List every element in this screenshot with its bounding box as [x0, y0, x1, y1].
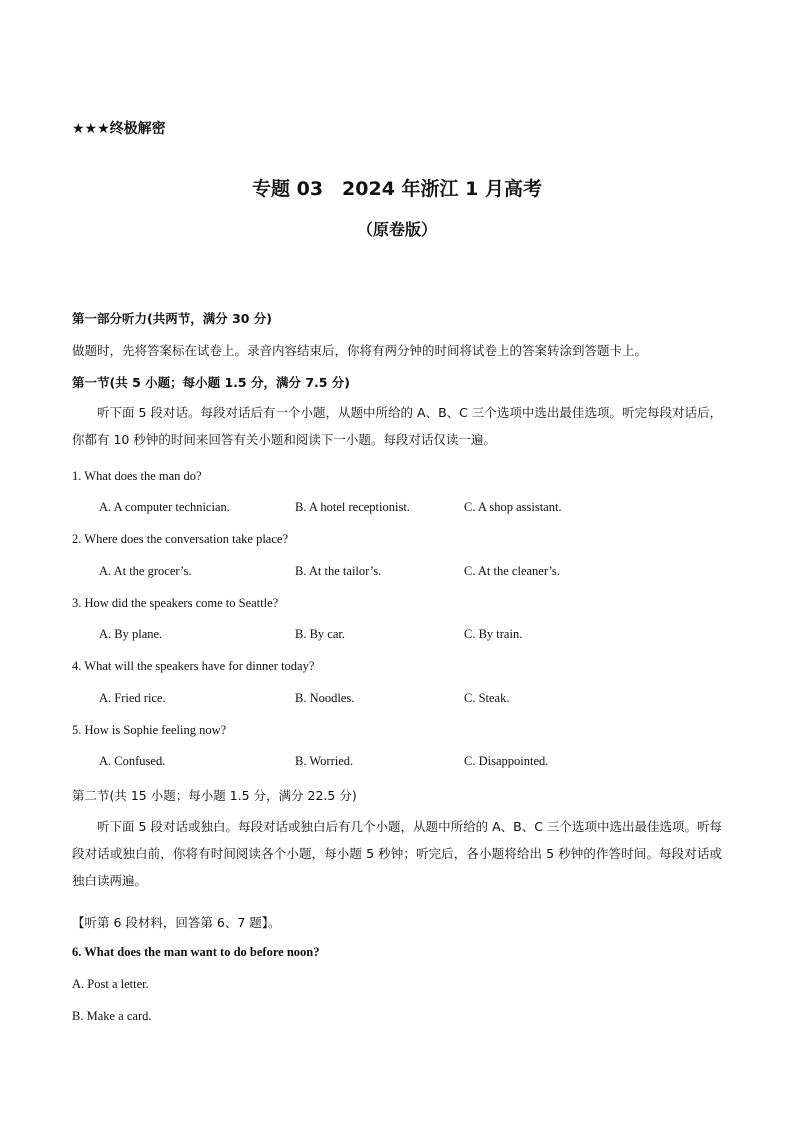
question-1-option-b: B. A hotel receptionist. [295, 500, 410, 514]
question-4-option-a: A. Fried rice. [99, 691, 166, 705]
question-6-option-a: A. Post a letter. [72, 977, 149, 991]
question-5: 5. How is Sophie feeling now? [72, 723, 227, 737]
top-secret-stamp: ★★★终极解密 [72, 121, 166, 137]
section2-directions: 听下面 5 段对话或独白。每段对话或独白后有几个小题，从题中所给的 A、B、C 三个选项中选出最佳选项。听每段对话或独白前，你将有时间阅读各个小题，每小题 5 秒钟；听完后，各小题将给出 5 秒钟的作答时间。每段对话或独白读两遍。 [72, 819, 722, 888]
question-6: 6. What does the man want to do before noon? [72, 945, 320, 959]
question-4-option-c: C. Steak. [464, 691, 510, 705]
question-4-option-b: B. Noodles. [295, 691, 355, 705]
section1-directions: 听下面 5 段对话。每段对话后有一个小题，从题中所给的 A、B、C 三个选项中选出最佳选项。听完每段对话后，你都有 10 秒钟的时间来回答有关小题和阅读下一小题。每段对话仅读一遍。 [72, 405, 722, 447]
question-4: 4. What will the speakers have for dinner today? [72, 659, 315, 673]
question-5-option-a: A. Confused. [99, 754, 166, 768]
question-2: 2. Where does the conversation take place? [72, 532, 288, 546]
section1-heading: 第一节(共 5 小题；每小题 1.5 分，满分 7.5 分) [72, 375, 351, 390]
question-3-option-c: C. By train. [464, 627, 523, 641]
question-1: 1. What does the man do? [72, 469, 202, 483]
question-3-option-b: B. By car. [295, 627, 345, 641]
question-5-option-b: B. Worried. [295, 754, 354, 768]
question-2-option-c: C. At the cleaner’s. [464, 564, 560, 578]
section2-heading: 第二节(共 15 小题；每小题 1.5 分，满分 22.5 分) [72, 788, 357, 803]
question-1-option-c: C. A shop assistant. [464, 500, 562, 514]
question-2-option-b: B. At the tailor’s. [295, 564, 382, 578]
question-6-option-b: B. Make a card. [72, 1009, 152, 1023]
question-2-option-a: A. At the grocer’s. [99, 564, 192, 578]
page-title: 专题 03 2024 年浙江 1 月高考 [251, 178, 542, 200]
question-3: 3. How did the speakers come to Seattle? [72, 596, 279, 610]
part1-instruction: 做题时，先将答案标在试卷上。录音内容结束后，你将有两分钟的时间将试卷上的答案转涂到答题卡上。 [72, 343, 648, 358]
page-subtitle: （原卷版） [356, 220, 437, 239]
question-5-option-c: C. Disappointed. [464, 754, 549, 768]
part1-heading: 第一部分听力(共两节，满分 30 分) [72, 311, 273, 326]
question-3-option-a: A. By plane. [99, 627, 163, 641]
material-note: 【听第 6 段材料，回答第 6、7 题】。 [72, 915, 281, 930]
question-1-option-a: A. A computer technician. [99, 500, 230, 514]
